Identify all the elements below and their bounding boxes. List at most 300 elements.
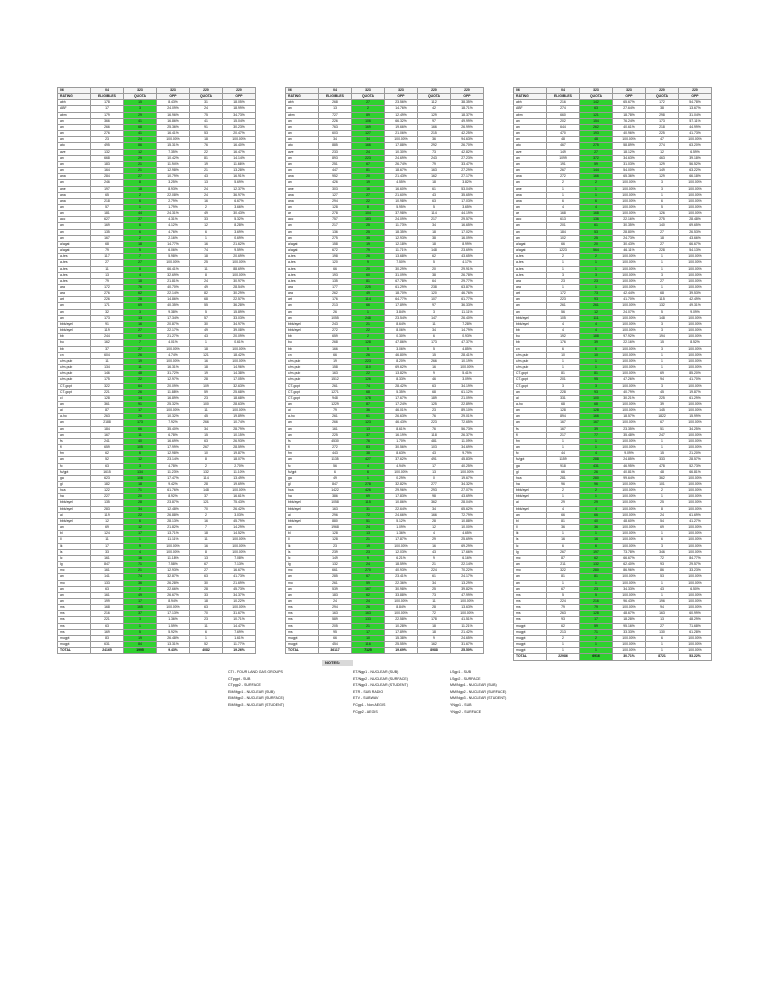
table-cell: 166: [418, 124, 451, 130]
table-cell: ai: [58, 512, 91, 518]
table-cell: bbb/ayel: [286, 518, 319, 524]
table-cell: 1: [352, 475, 385, 481]
table-cell: 22: [352, 198, 385, 204]
table-cell: 100.00%: [679, 574, 712, 580]
table-cell: a-tes: [286, 272, 319, 278]
table-cell: 36: [124, 580, 157, 586]
table-cell: 1229: [319, 401, 352, 407]
table-cell: bbb/ayel: [286, 321, 319, 327]
table-cell: 659: [319, 334, 352, 340]
table-cell: 7.28%: [451, 321, 484, 327]
table-cell: 3.69%: [223, 229, 256, 235]
table-cell: 201: [547, 377, 580, 383]
table-cell: 23.14%: [157, 457, 190, 463]
table-cell: 43.65%: [451, 254, 484, 260]
table-cell: 148: [190, 488, 223, 494]
table-cell: 66: [352, 303, 385, 309]
table-cell: 262: [580, 124, 613, 130]
table-cell: 30.71%: [613, 654, 646, 660]
table-cell: 11: [91, 266, 124, 272]
table-cell: 79: [418, 161, 451, 167]
table-cell: 298: [646, 112, 679, 118]
table-cell: 100.00%: [613, 358, 646, 364]
table-cell: 30.29%: [385, 266, 418, 272]
table-cell: 39.53%: [679, 291, 712, 297]
table-cell: 197: [580, 549, 613, 555]
table-cell: 11.77%: [223, 642, 256, 648]
table-cell: an: [58, 155, 91, 161]
table-cell: lk: [58, 543, 91, 549]
table-cell: 1: [580, 580, 613, 586]
table-cell: 65: [91, 192, 124, 198]
table-cell: 28.57%: [679, 457, 712, 463]
table-cell: 66: [547, 241, 580, 247]
table-cell: 24: [124, 137, 157, 143]
table-cell: 100.00%: [223, 549, 256, 555]
table-cell: 1: [190, 635, 223, 641]
table-cell: 18.71%: [451, 106, 484, 112]
table-cell: 322: [91, 383, 124, 389]
table-cell: mugpt: [514, 629, 547, 635]
table-cell: ai: [58, 408, 91, 414]
table-cell: 4.78%: [157, 463, 190, 469]
table-cell: 6: [124, 518, 157, 524]
table-cell: 132: [91, 149, 124, 155]
table-cell: 15: [190, 432, 223, 438]
table-cell: bbb/ayel: [514, 321, 547, 327]
table-cell: 1: [646, 192, 679, 198]
table-cell: 75: [190, 112, 223, 118]
table-cell: 171: [91, 303, 124, 309]
table-cell: 17: [91, 543, 124, 549]
table-cell: 29.57%: [451, 217, 484, 223]
table-cell: 1: [190, 340, 223, 346]
table-cell: 52: [190, 642, 223, 648]
table-cell: 166: [580, 174, 613, 180]
table-cell: 2: [547, 635, 580, 641]
table-cell: 100.00%: [679, 180, 712, 186]
table-cell: 9.42%: [157, 482, 190, 488]
table-cell: 36: [418, 137, 451, 143]
table-cell: 644: [547, 124, 580, 130]
table-cell: ha: [514, 482, 547, 488]
table-cell: 30.29%: [223, 291, 256, 297]
table-cell: 24.85%: [613, 457, 646, 463]
table-cell: 75.43%: [223, 500, 256, 506]
table-cell: an: [286, 124, 319, 130]
table-cell: cn: [286, 352, 319, 358]
table-cell: 81: [352, 168, 385, 174]
table-cell: 100.00%: [613, 592, 646, 598]
table-cell: 9: [418, 555, 451, 561]
table-cell: 21.82%: [157, 525, 190, 531]
table-cell: bb: [514, 340, 547, 346]
table-cell: CT-gcpt: [286, 389, 319, 395]
table-cell: hca: [286, 488, 319, 494]
table-cell: 13.28%: [223, 168, 256, 174]
table-cell: 14.29%: [223, 525, 256, 531]
table-cell: 1.61%: [223, 635, 256, 641]
table-cell: a-tes: [514, 272, 547, 278]
table-cell: 100.00%: [613, 371, 646, 377]
table-cell: 34: [319, 137, 352, 143]
table-cell: 49.31%: [679, 303, 712, 309]
table-cell: 38: [352, 451, 385, 457]
table-cell: 132: [190, 469, 223, 475]
table-cell: ELIGIBLES: [547, 94, 580, 100]
table-cell: a-tes: [286, 266, 319, 272]
table-cell: 17.89%: [385, 629, 418, 635]
table-cell: bb: [58, 334, 91, 340]
table-cell: 49: [352, 291, 385, 297]
table-cell: 66.32%: [385, 118, 418, 124]
table-cell: 22.66%: [157, 586, 190, 592]
table-cell: 100.00%: [613, 303, 646, 309]
table-cell: ms: [286, 605, 319, 611]
table-cell: 14.76%: [385, 106, 418, 112]
table-cell: 100.00%: [613, 635, 646, 641]
table-cell: 303: [319, 186, 352, 192]
table-cell: 83: [352, 445, 385, 451]
table-cell: 97: [418, 303, 451, 309]
table-cell: fc/gpt: [286, 469, 319, 475]
table-cell: 41.27%: [679, 518, 712, 524]
table-cell: 102: [547, 235, 580, 241]
table-cell: 53: [580, 229, 613, 235]
table-cell: 86.96%: [613, 568, 646, 574]
table-cell: TOTAL: [58, 648, 91, 654]
table-cell: 5: [418, 346, 451, 352]
table-cell: 116: [352, 642, 385, 648]
table-cell: 1058: [319, 500, 352, 506]
table-cell: mo: [514, 568, 547, 574]
table-cell: 4.01%: [157, 340, 190, 346]
table-cell: 918: [547, 463, 580, 469]
table-cell: 100.00%: [679, 635, 712, 641]
table-cell: 7.13%: [223, 562, 256, 568]
table-cell: 61.29%: [679, 395, 712, 401]
table-cell: 100.00%: [679, 137, 712, 143]
table-cell: an: [514, 303, 547, 309]
table-cell: 127: [319, 192, 352, 198]
table-cell: 26.63%: [385, 414, 418, 420]
table-cell: 31.67%: [451, 642, 484, 648]
table-cell: 239: [319, 549, 352, 555]
table-cell: ana: [58, 174, 91, 180]
table-cell: 8.33%: [385, 377, 418, 383]
table-cell: 18: [124, 278, 157, 284]
table-cell: an: [286, 106, 319, 112]
table-cell: 100.00%: [679, 525, 712, 531]
table-cell: 41.70%: [679, 377, 712, 383]
table-cell: 16: [190, 358, 223, 364]
table-cell: ms: [58, 623, 91, 629]
table-cell: 323: [580, 88, 613, 94]
table-cell: 100.00%: [679, 438, 712, 444]
table-cell: 167: [580, 420, 613, 426]
table-cell: ms: [514, 605, 547, 611]
table-cell: 21.62%: [223, 241, 256, 247]
table-cell: 165: [124, 605, 157, 611]
table-cell: 40.70%: [157, 285, 190, 291]
table-cell: 224: [547, 598, 580, 604]
table-cell: 196: [646, 598, 679, 604]
table-cell: 149: [646, 168, 679, 174]
table-cell: 220: [679, 88, 712, 94]
table-cell: 20.09%: [223, 334, 256, 340]
table-cell: 23.54%: [385, 315, 418, 321]
table-cell: 6.06%: [157, 248, 190, 254]
table-cell: ana: [514, 198, 547, 204]
table-cell: 100.00%: [613, 574, 646, 580]
table-cell: 100.00%: [613, 482, 646, 488]
table-cell: 757: [319, 217, 352, 223]
table-cell: 100.00%: [385, 137, 418, 143]
table-cell: ms: [286, 629, 319, 635]
table-cell: 28: [190, 482, 223, 488]
table-cell: 16.96%: [157, 112, 190, 118]
table-cell: 100: [190, 401, 223, 407]
table-cell: 623: [91, 475, 124, 481]
table-cell: 76: [190, 143, 223, 149]
table-cell: 53: [646, 574, 679, 580]
table-cell: 26: [319, 309, 352, 315]
table-cell: 12: [190, 223, 223, 229]
table-cell: 100.00%: [679, 260, 712, 266]
table-cell: 276: [91, 131, 124, 137]
table-cell: 63: [190, 438, 223, 444]
table-cell: 96: [580, 482, 613, 488]
table-cell: 2: [352, 106, 385, 112]
table-cell: 62: [418, 254, 451, 260]
table-cell: 73: [418, 149, 451, 155]
table-cell: an: [514, 389, 547, 395]
table-cell: 267: [547, 549, 580, 555]
table-cell: 100.00%: [385, 469, 418, 475]
table-cell: 17: [91, 106, 124, 112]
table-cell: 49: [190, 211, 223, 217]
table-cell: 162: [418, 174, 451, 180]
table-cell: OPP: [223, 94, 256, 100]
table-cell: 8.94%: [157, 598, 190, 604]
table-cell: 72: [646, 555, 679, 561]
table-cell: 8: [124, 180, 157, 186]
table-cell: 100.00%: [613, 438, 646, 444]
table-cell: an: [286, 229, 319, 235]
table-cell: 121: [580, 112, 613, 118]
table-cell: 284: [91, 174, 124, 180]
note-item: YNgp1 - SUB: [450, 702, 472, 707]
table-cell: ane: [58, 186, 91, 192]
table-cell: 100.00%: [157, 543, 190, 549]
table-cell: 158: [319, 365, 352, 371]
table-cell: ELIGIBLES: [319, 94, 352, 100]
table-cell: 10.79%: [157, 174, 190, 180]
table-cell: 34: [190, 426, 223, 432]
table-cell: 28.04%: [451, 500, 484, 506]
table-cell: QUOTA: [646, 94, 679, 100]
table-cell: 24: [319, 598, 352, 604]
table-cell: 323: [385, 88, 418, 94]
table-cell: 25: [352, 229, 385, 235]
table-cell: 100.00%: [613, 500, 646, 506]
table-cell: 66.67%: [679, 241, 712, 247]
table-cell: 69.62%: [385, 365, 418, 371]
table-cell: 172: [91, 285, 124, 291]
table-cell: an: [514, 155, 547, 161]
note-item: MM/Ngp2 - NUCLEAR (SURFACE): [450, 689, 507, 694]
table-cell: an: [58, 204, 91, 210]
table-cell: a/agat: [286, 248, 319, 254]
table-cell: 5: [580, 592, 613, 598]
table-cell: 22986: [547, 654, 580, 660]
table-cell: ato: [58, 143, 91, 149]
table-cell: 248: [352, 315, 385, 321]
table-cell: ai: [286, 408, 319, 414]
table-cell: 6: [190, 629, 223, 635]
table-cell: 63: [580, 106, 613, 112]
table-cell: 246: [91, 180, 124, 186]
table-cell: 56.52%: [679, 161, 712, 167]
table-cell: an: [286, 315, 319, 321]
note-item: EM/Mgp1 - NUCLEAR (SUB): [228, 689, 275, 694]
table-cell: 61.76%: [157, 488, 190, 494]
table-cell: 2: [124, 586, 157, 592]
table-cell: 57.11%: [679, 118, 712, 124]
table-cell: 20.69%: [223, 254, 256, 260]
table-cell: 4: [580, 321, 613, 327]
table-cell: 8.92%: [157, 494, 190, 500]
table-cell: 19: [352, 543, 385, 549]
table-cell: 13.49%: [223, 475, 256, 481]
table-cell: 70: [190, 611, 223, 617]
table-cell: 11.66%: [223, 161, 256, 167]
table-cell: 42.82%: [451, 149, 484, 155]
table-cell: 100.00%: [157, 137, 190, 143]
table-cell: a-tes: [514, 254, 547, 260]
table-cell: 19.67%: [451, 475, 484, 481]
table-cell: a-tes: [286, 254, 319, 260]
table-cell: 1422: [319, 488, 352, 494]
table-cell: 19.89%: [223, 414, 256, 420]
table-cell: 1: [646, 438, 679, 444]
table-cell: 56: [547, 309, 580, 315]
table-cell: 4: [547, 328, 580, 334]
table-cell: 8: [190, 272, 223, 278]
table-cell: 46.80%: [385, 352, 418, 358]
table-cell: ms: [514, 617, 547, 623]
table-cell: 267: [190, 445, 223, 451]
table-cell: 11.71%: [385, 248, 418, 254]
table-cell: 22: [124, 377, 157, 383]
table-cell: 18: [646, 235, 679, 241]
table-cell: 218: [646, 124, 679, 130]
table-cell: 125: [418, 401, 451, 407]
table-cell: 431: [580, 463, 613, 469]
table-cell: 81: [547, 371, 580, 377]
table-cell: 66: [319, 352, 352, 358]
table-cell: 2.70%: [223, 463, 256, 469]
table-cell: 36.28%: [223, 303, 256, 309]
table-cell: 18: [418, 180, 451, 186]
table-cell: an: [58, 432, 91, 438]
table-cell: 72.65%: [451, 420, 484, 426]
table-cell: 3.66%: [223, 204, 256, 210]
table-cell: an: [514, 420, 547, 426]
table-cell: 23.41%: [385, 574, 418, 580]
table-cell: fs: [58, 438, 91, 444]
table-cell: an: [286, 235, 319, 241]
table-cell: 136: [319, 229, 352, 235]
table-cell: an: [514, 297, 547, 303]
table-cell: an: [58, 161, 91, 167]
table-cell: 266: [418, 358, 451, 364]
table-cell: 94.63%: [451, 137, 484, 143]
table-cell: 100.00%: [223, 137, 256, 143]
table-cell: 226: [319, 118, 352, 124]
table-cell: 7: [124, 254, 157, 260]
table-cell: an: [286, 420, 319, 426]
table-cell: 280: [580, 475, 613, 481]
table-cell: 44.99%: [679, 124, 712, 130]
table-cell: ara: [58, 285, 91, 291]
table-cell: 11: [91, 358, 124, 364]
table-cell: 226: [91, 297, 124, 303]
note-item: CTpgpt - SUB: [228, 676, 251, 681]
table-cell: 8.06%: [385, 328, 418, 334]
table-cell: 272: [319, 445, 352, 451]
table-cell: 40.25%: [451, 463, 484, 469]
table-cell: ABF: [514, 106, 547, 112]
table-cell: 144: [580, 168, 613, 174]
table-cell: 83: [91, 635, 124, 641]
table-cell: 26.40%: [451, 315, 484, 321]
table-cell: 1.59%: [157, 623, 190, 629]
table-cell: 1512: [319, 377, 352, 383]
table-cell: 127: [352, 131, 385, 137]
table-cell: 5.92%: [157, 629, 190, 635]
table-cell: 128: [319, 531, 352, 537]
table-cell: 63.87%: [451, 285, 484, 291]
table-cell: 5.69%: [223, 180, 256, 186]
table-cell: 61.77%: [451, 297, 484, 303]
table-cell: 34: [124, 506, 157, 512]
table-cell: 19: [190, 161, 223, 167]
table-cell: 880: [319, 518, 352, 524]
table-cell: mc: [286, 568, 319, 574]
table-cell: a/agat: [58, 248, 91, 254]
table-cell: 45.79%: [223, 518, 256, 524]
table-cell: 100.00%: [613, 198, 646, 204]
table-cell: 323: [157, 88, 190, 94]
table-cell: 57: [190, 315, 223, 321]
table-cell: 46.95%: [613, 463, 646, 469]
table-cell: 3: [646, 328, 679, 334]
table-cell: 34.97%: [223, 321, 256, 327]
table-cell: 193: [319, 272, 352, 278]
table-cell: 323: [352, 88, 385, 94]
table-cell: ls: [286, 549, 319, 555]
table-cell: 73: [580, 291, 613, 297]
table-cell: 94: [646, 377, 679, 383]
table-cell: 22.16%: [613, 217, 646, 223]
table-cell: 30.97%: [223, 278, 256, 284]
table-cell: 2: [580, 180, 613, 186]
table-cell: 4: [547, 506, 580, 512]
table-cell: 1: [646, 260, 679, 266]
table-cell: an: [514, 512, 547, 518]
table-cell: 100.00%: [679, 186, 712, 192]
